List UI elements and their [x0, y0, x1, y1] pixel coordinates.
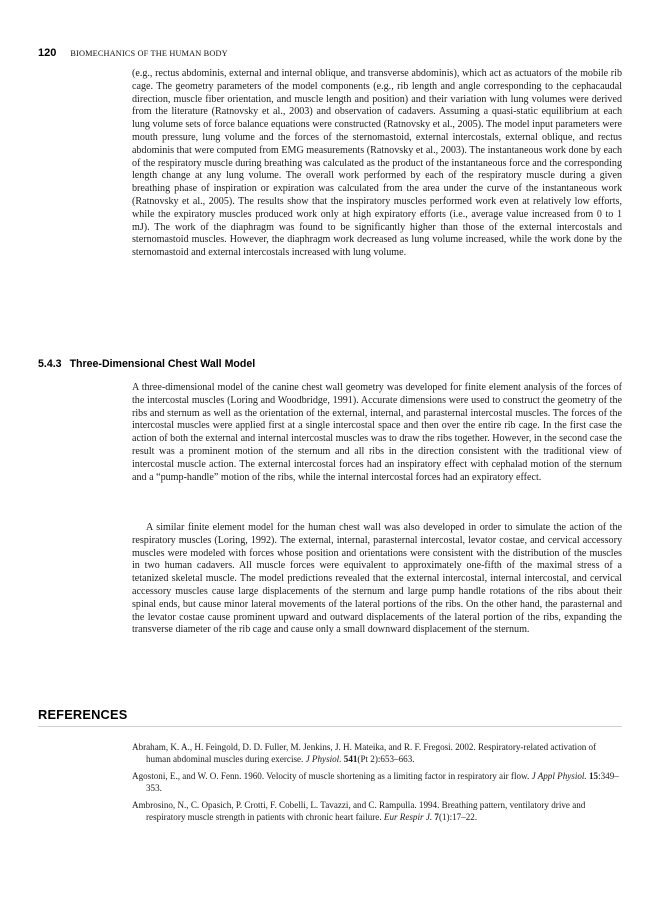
reference-volume: 7: [434, 812, 439, 823]
reference-journal: Eur Respir J.: [383, 812, 433, 823]
references-divider: [38, 726, 622, 727]
references-heading: REFERENCES: [38, 707, 128, 722]
page-number: 120: [38, 47, 57, 59]
paragraph-human-model: A similar finite element model for the human chest wall was also developed in order to simulate the action of the respiratory muscles (Loring, 1992). The external, internal, parasternal intercostal, levator costae, and cervical accessory muscles were modeled with forces whose position and orientations were consistent with the distribution of the muscles in two human cadavers. All muscle forces were equivalent to approximately one-fifth of the maximal stress of a tetanized skeletal muscle. The model predictions revealed that the external intercostal, internal intercostal, and cervical accessory muscles cause large displacements of the sternum and large pump handle rotations of the ribs about their spinal ends, but cause minor lateral movements of the lateral portions of the ribs. On the other hand, the parasternal and the levator costae cause prominent upward and outward displacements of the lateral portion of the ribs, expanding the transverse diameter of the rib cage and cause only a small downward displacement of the sternum.: [132, 522, 622, 636]
reference-authors: Abraham, K. A., H. Feingold, D. D. Fuller, M. Jenkins, J. H. Mateika, and R. F. Fregosi. 2002. Respiratory-related activation of human abdominal muscles during exercise.: [132, 742, 597, 765]
reference-volume: 541: [343, 754, 358, 765]
reference-journal: J Physiol.: [305, 754, 342, 765]
running-head: [38, 47, 228, 63]
reference-item: [132, 741, 622, 766]
reference-volume: 15: [589, 770, 599, 781]
section-title: Three-Dimensional Chest Wall Model: [69, 358, 256, 370]
paragraph-respiratory-work: (e.g., rectus abdominis, external and internal oblique, and transverse abdominis), which act as actuators of the mobile rib cage. The geometry parameters of the model components (e.g., rib length and angle corresponding to the cephacaudal direction, muscle fiber orientation, and muscle length and position) and their variation with lung volumes were derived from the literature (Ratnovsky et al., 2003) and observation of cadavers. Assuming a quasi-static equilibrium at each lung volume sets of force balance equations were constructed (Ratnovsky et al., 2005). The model input parameters were mouth pressure, lung volume and the forces of the sternomastoid, external intercostals, external oblique, and rectus abdominis that were computed from EMG measurements (Ratnovsky et al., 2003). The instantaneous work done by each of the respiratory muscle during breathing was calculated as the product of the instantaneous force and the corresponding length change at any lung volume. The overall work performed by each of the respiratory muscle during a given breathing phase of inspiration or expiration was calculated from the area under the curve of the instantaneous work (Ratnovsky et al., 2005). The results show that the inspiratory muscles performed work even at relatively low efforts, while the expiratory muscles produced work only at high expiratory efforts (i.e., average value increased from 0 to 1 mJ). The work of the diaphragm was found to be significantly higher than those of the external intercostals and sternomastoid muscles. However, the diaphragm work decreased as lung volume increased, while the work done by the sternomastoid and external intercostals increased with lung volume.: [132, 68, 622, 259]
reference-authors: Agostoni, E., and W. O. Fenn. 1960. Velocity of muscle shortening as a limiting factor in respiratory air flow.: [132, 770, 530, 781]
reference-pages: :349–353.: [146, 770, 619, 794]
reference-authors: Ambrosino, N., C. Opasich, P. Crotti, F. Cobelli, L. Tavazzi, and C. Rampulla. 1994. Breathing pattern, ventilatory drive and respiratory muscle strength in patients with chronic heart failure.: [132, 799, 586, 823]
section-heading: [38, 358, 255, 370]
book-title: BIOMECHANICS OF THE HUMAN BODY: [70, 49, 228, 58]
section-number: 5.4.3: [38, 358, 62, 370]
reference-list: [132, 741, 622, 827]
reference-journal: J Appl Physiol.: [531, 770, 587, 781]
reference-pages: (1):17–22.: [438, 812, 478, 823]
paragraph-canine-model: A three-dimensional model of the canine chest wall geometry was developed for finite element analysis of the forces of the intercostal muscles (Loring and Woodbridge, 1991). Accurate dimensions were used to construct the geometry of the ribs and sternum as well as the orientation of the external, internal, and parasternal intercostal muscles. The forces of the intercostal muscles were applied first at a single intercostal space and then over the entire rib cage. In the first case the action of both the external and internal intercostal muscles was to draw the ribs together. However, in the second case the result was a prominent motion of the sternum and all ribs in the direction consistent with the traditional view of intercostal muscle action. The external intercostal forces had an inspiratory effect with cephalad motion of the sternum and a “pump-handle” motion of the ribs, while the internal intercostal forces had an expiratory effect.: [132, 382, 622, 483]
reference-item: [132, 799, 622, 824]
reference-item: [132, 770, 622, 795]
reference-pages: (Pt 2):653–663.: [357, 754, 415, 765]
